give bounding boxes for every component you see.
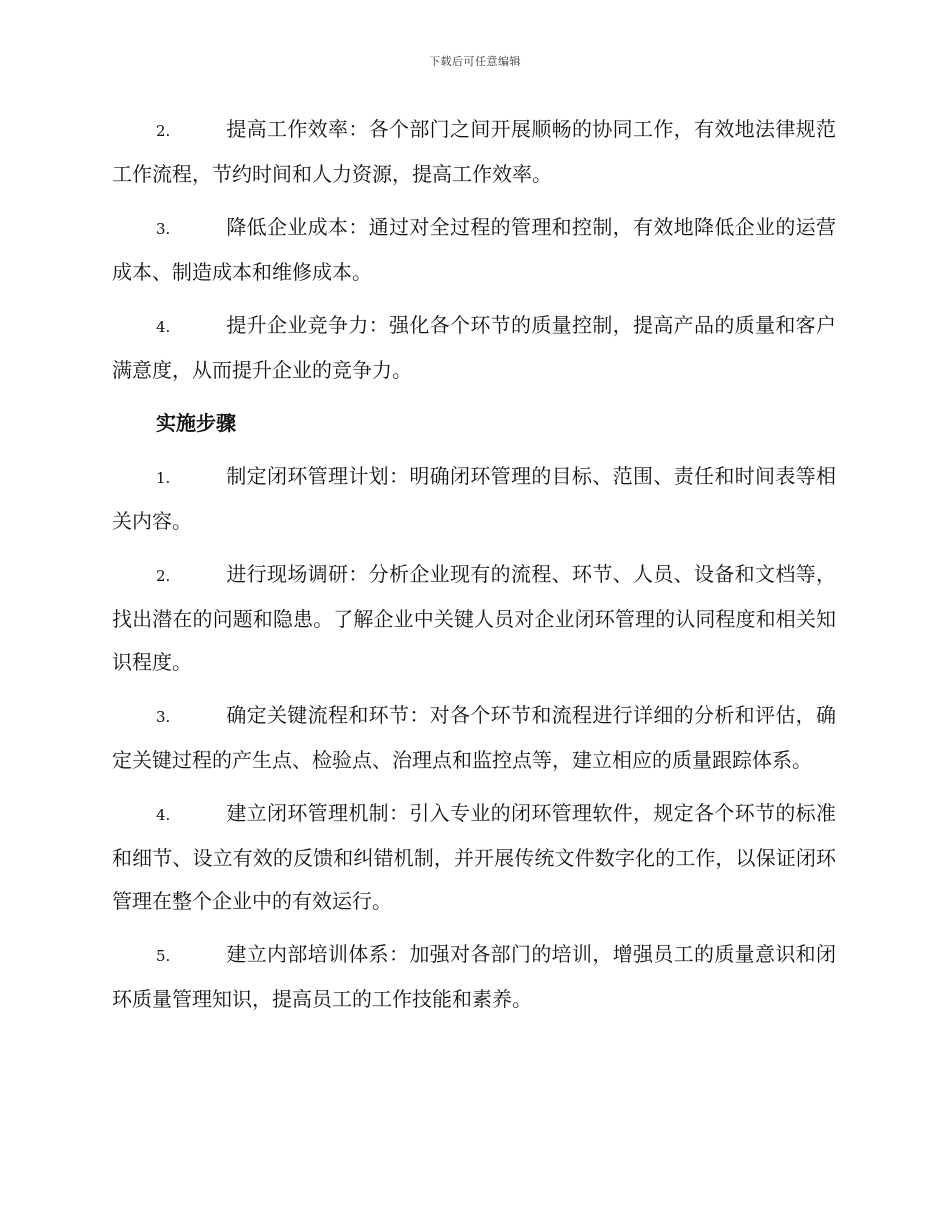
list-text: 建立内部培训体系：加强对各部门的培训，增强员工的质量意识和闭环质量管理知识，提高员工的工作技能和素养。	[112, 942, 836, 1011]
list-item	[112, 108, 836, 196]
list-item	[112, 792, 836, 923]
list-number: 1.	[156, 469, 171, 487]
list-item	[112, 933, 836, 1021]
list-number: 2.	[156, 122, 171, 140]
list-number: 4.	[156, 318, 171, 336]
document-body	[112, 108, 836, 1031]
list-item	[112, 304, 836, 392]
page-header: 下载后可任意编辑	[429, 55, 521, 68]
list-item	[112, 455, 836, 543]
list-text: 制定闭环管理计划：明确闭环管理的目标、范围、责任和时间表等相关内容。	[112, 464, 836, 533]
list-text: 提升企业竞争力：强化各个环节的质量控制，提高产品的质量和客户满意度，从而提升企业的竞争力。	[112, 313, 836, 382]
list-number: 3.	[156, 708, 171, 726]
list-text: 建立闭环管理机制：引入专业的闭环管理软件，规定各个环节的标准和细节、设立有效的反馈和纠错机制，并开展传统文件数字化的工作，以保证闭环管理在整个企业中的有效运行。	[112, 801, 836, 913]
list-number: 4.	[156, 806, 171, 824]
list-item	[112, 694, 836, 782]
list-text: 降低企业成本：通过对全过程的管理和控制，有效地降低企业的运营成本、制造成本和维修成本。	[112, 215, 836, 284]
list-text: 进行现场调研：分析企业现有的流程、环节、人员、设备和文档等，找出潜在的问题和隐患。了解企业中关键人员对企业闭环管理的认同程度和相关知识程度。	[112, 562, 836, 674]
list-text: 确定关键流程和环节：对各个环节和流程进行详细的分析和评估，确定关键过程的产生点、检验点、治理点和监控点等，建立相应的质量跟踪体系。	[112, 703, 836, 772]
list-number: 2.	[156, 567, 171, 585]
list-number: 5.	[156, 947, 171, 965]
list-number: 3.	[156, 220, 171, 238]
list-item	[112, 206, 836, 294]
list-text: 提高工作效率：各个部门之间开展顺畅的协同工作，有效地法律规范工作流程，节约时间和人力资源，提高工作效率。	[112, 117, 836, 186]
list-item	[112, 553, 836, 684]
section-heading: 实施步骤	[156, 411, 236, 435]
